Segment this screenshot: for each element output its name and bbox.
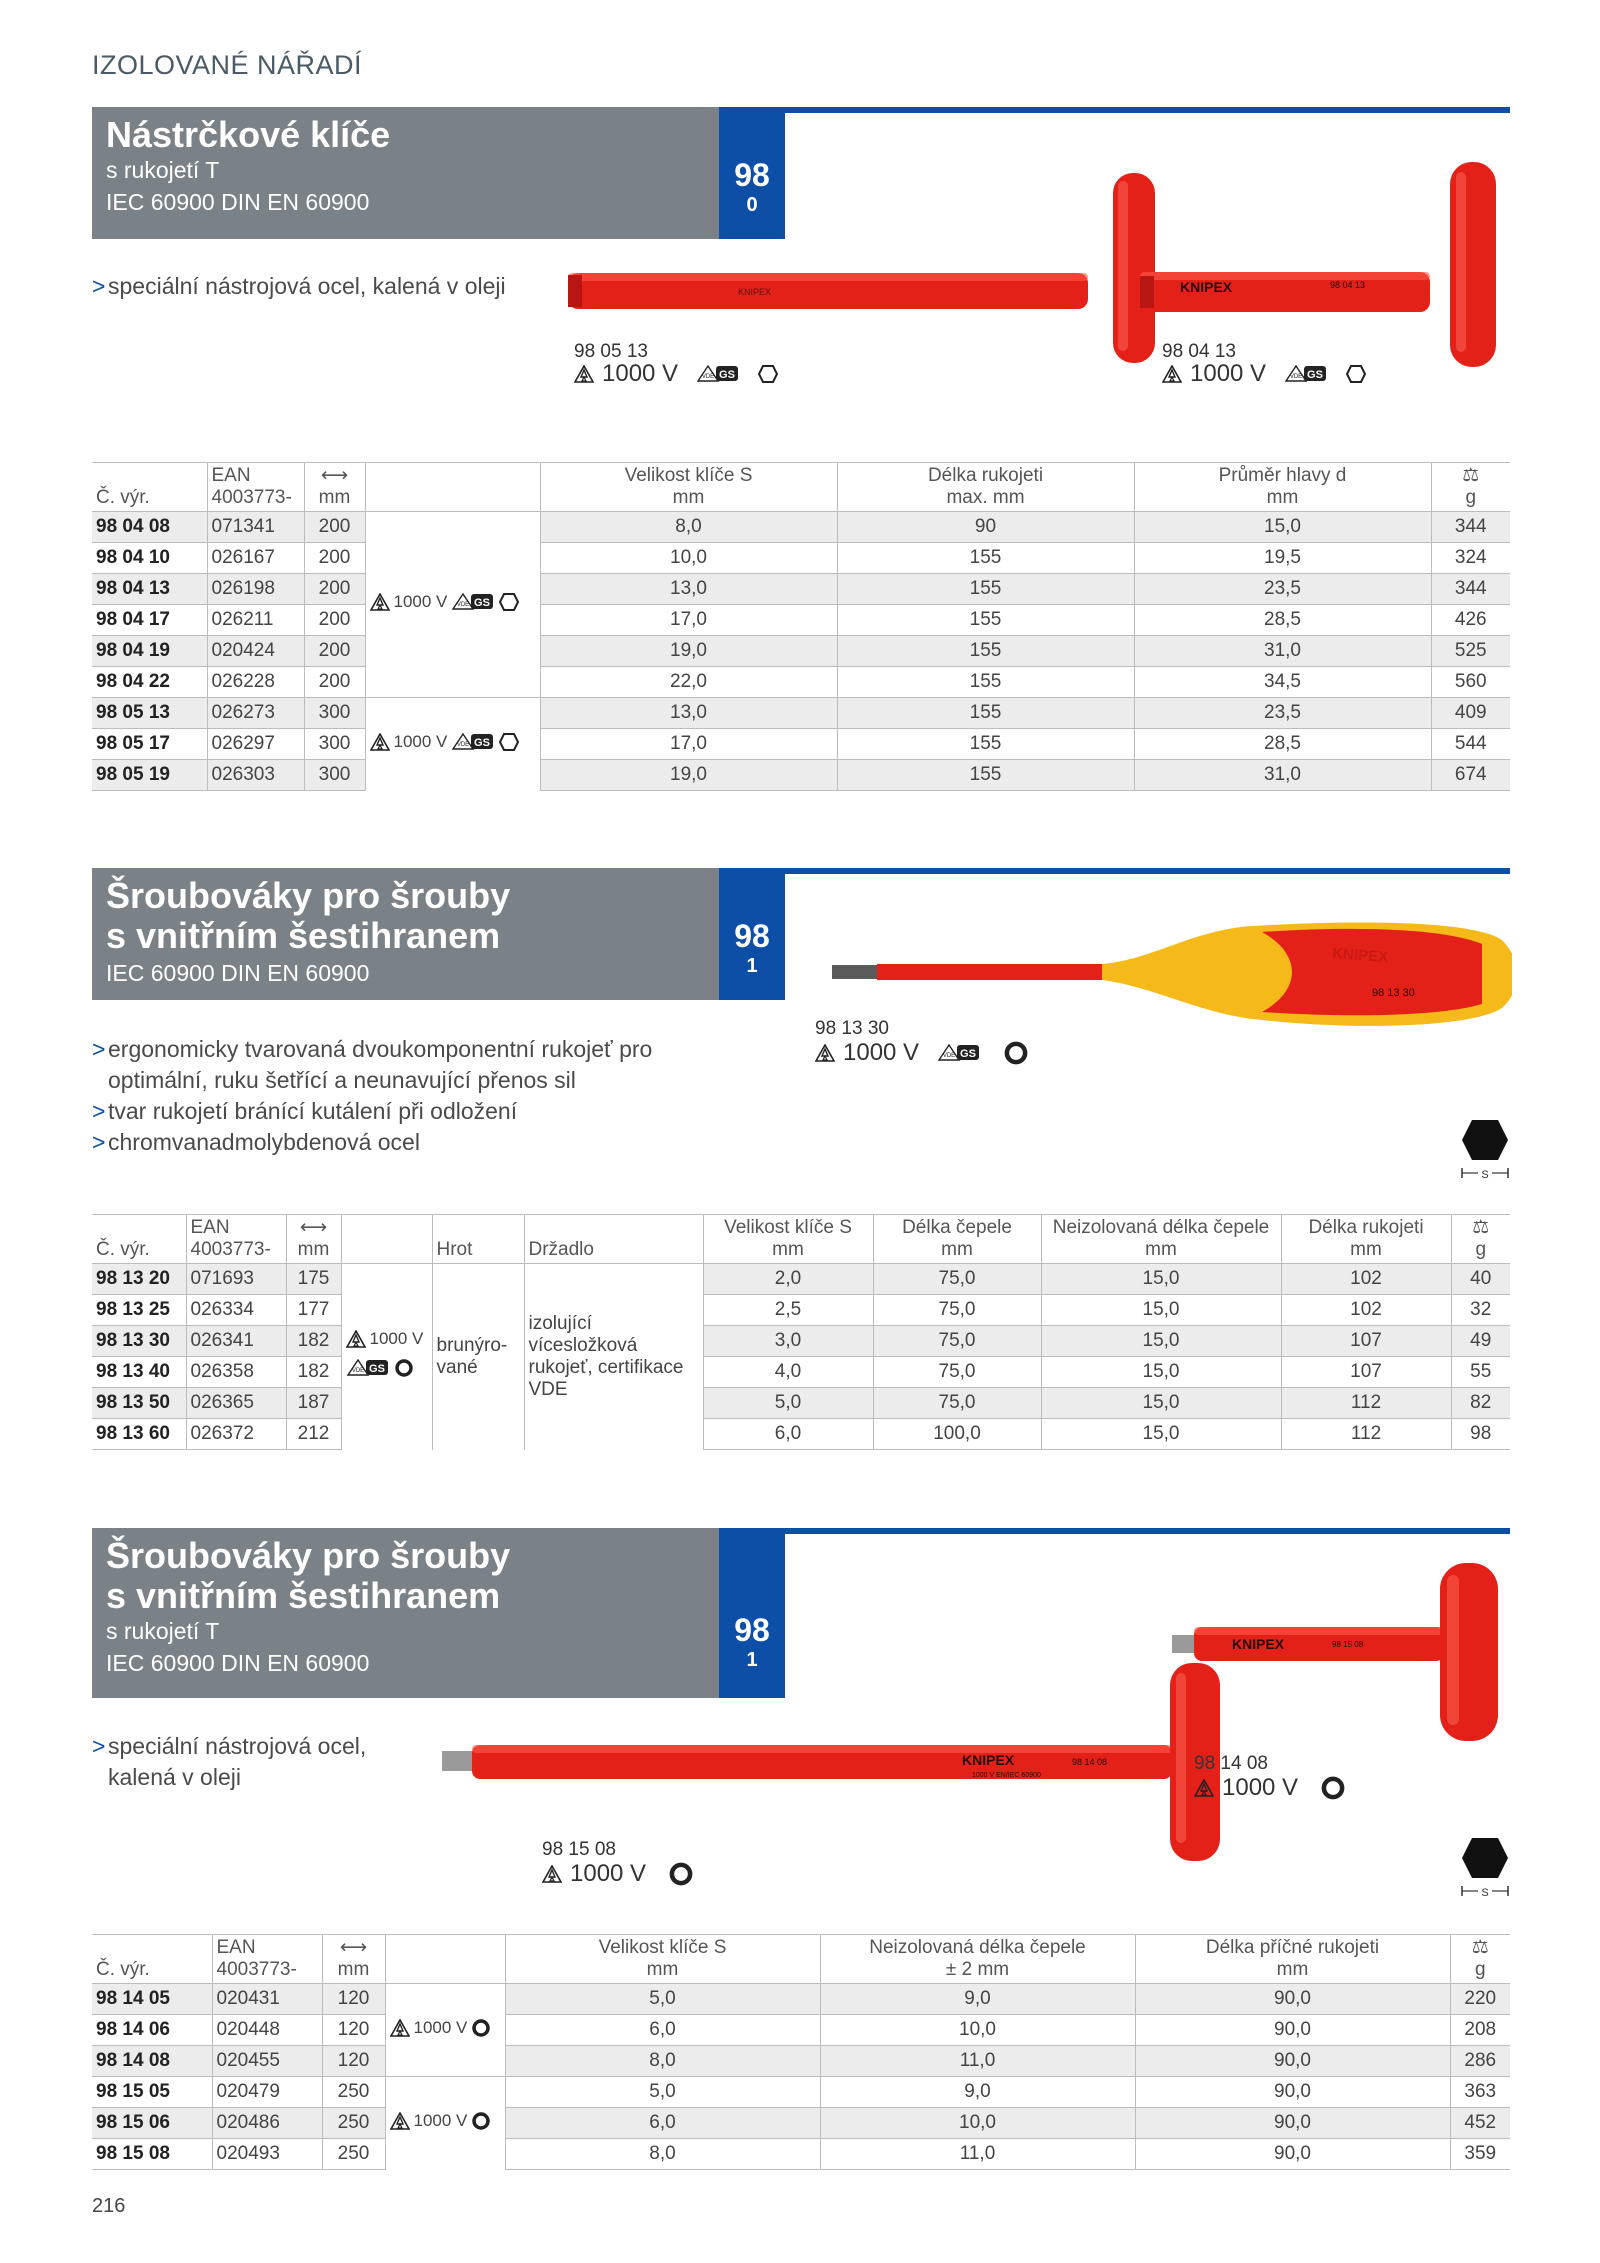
section-title-line2: s vnitřním šestihranem [106, 915, 501, 956]
tool-code: 98 15 08 [542, 1839, 616, 1860]
table-row: 98 15 06 020486 250 6,0 10,0 90,0 452 [92, 2108, 1510, 2139]
table-row: 98 13 30 026341 182 3,0 75,0 15,0 107 49 [92, 1326, 1510, 1357]
brand-mark: KNIPEX [1180, 279, 1233, 295]
col-handle-length: Délka rukojeti max. mm [837, 463, 1134, 512]
hex-nut-icon [499, 592, 519, 612]
feature-item: > speciální nástrojová ocel, kalená v oleji [92, 271, 506, 302]
table-row: 98 13 50 026365 187 5,0 75,0 15,0 112 82 [92, 1388, 1510, 1419]
brand-mark: KNIPEX [962, 1752, 1015, 1768]
col-handle-length: Délka rukojeti mm [1281, 1215, 1451, 1264]
col-ean: EAN 4003773- [212, 1935, 322, 1984]
warning-triangle-icon [574, 365, 594, 383]
section-standards: IEC 60900 DIN EN 60900 [106, 960, 370, 986]
col-blade-length: Délka čepele mm [873, 1215, 1041, 1264]
group-number: 98 [734, 918, 770, 954]
brand-mark-code: 98 04 13 [1330, 280, 1366, 290]
header-rule [785, 868, 1510, 874]
voltage-label: 1000 V [843, 1039, 920, 1066]
hex-nut-icon [499, 732, 519, 752]
warning-triangle-icon [390, 2019, 410, 2037]
t-handle-screwdriver-long-image [442, 1663, 1222, 1863]
hex-nut-icon [1346, 364, 1366, 384]
warning-triangle-icon [370, 593, 390, 611]
table-row: 98 04 08 071341 200 1000 V 8,0 90 15,0 344 [92, 512, 1510, 543]
ring-icon [1003, 1040, 1029, 1066]
voltage-label: 1000 V [1222, 1774, 1299, 1801]
certification-symbols: 1000 V [385, 1984, 505, 2077]
section-hex-screwdrivers [92, 868, 1510, 1468]
hex-nut-icon [758, 364, 778, 384]
col-tip: Hrot [432, 1215, 524, 1264]
header-rule [785, 107, 1510, 113]
svg-text:S: S [1481, 1169, 1489, 1180]
group-number: 98 [734, 157, 770, 193]
col-handle: Držadlo [524, 1215, 703, 1264]
col-size: Velikost klíče S mm [703, 1215, 873, 1264]
warning-triangle-icon [1162, 365, 1182, 383]
warning-triangle-icon [390, 2112, 410, 2130]
section-subtitle: s rukojetí T [106, 1618, 220, 1644]
vde-gs-icon [1284, 364, 1328, 384]
group-number: 98 [734, 1612, 770, 1648]
vde-gs-icon [937, 1043, 981, 1063]
table-row: 98 15 05 020479 250 1000 V 5,0 9,0 90,0 363 [92, 2077, 1510, 2108]
group-badge [719, 868, 785, 1000]
brand-mark-code: 98 15 08 [1332, 1640, 1364, 1649]
warning-triangle-icon [815, 1044, 835, 1062]
hex-key-size-icon [1460, 1836, 1510, 1898]
feature-item: > speciální nástrojová ocel, kalená v oleji [92, 1731, 366, 1793]
col-symbols [385, 1935, 505, 1984]
ring-icon [394, 1358, 414, 1378]
table-row: 98 05 17 026297 300 17,0 155 28,5 544 [92, 729, 1510, 760]
page-number: 216 [92, 2195, 126, 2217]
warning-triangle-icon [1194, 1779, 1214, 1797]
t-handle-screwdriver-short-image [1172, 1563, 1512, 1743]
warning-triangle-icon [542, 1865, 562, 1883]
section-subtitle: s rukojetí T [106, 157, 220, 183]
tool-code: 98 05 13 [574, 341, 648, 362]
col-art: Č. výr. [92, 463, 207, 512]
spec-table [92, 1934, 1510, 2170]
feature-list [92, 1731, 366, 1793]
scale-icon: ⚖ [1471, 1937, 1489, 1958]
col-uninsulated-length: Neizolovaná délka čepele ± 2 mm [820, 1935, 1135, 1984]
table-row: 98 13 20 071693 175 1000 V brunýro-vané izolující vícesložková rukojeť, certifikace VDE 2,0 75,0 15,0 102 40 [92, 1264, 1510, 1295]
tool-caption [542, 1839, 694, 1887]
table-row: 98 04 19 020424 200 19,0 155 31,0 525 [92, 636, 1510, 667]
col-weight: ⚖ g [1451, 1215, 1510, 1264]
brand-mark-code: 98 14 08 [1072, 1757, 1108, 1767]
certification-symbols: 1000 V [365, 512, 540, 698]
section-header [92, 868, 719, 1000]
section-standards: IEC 60900 DIN EN 60900 [106, 189, 370, 215]
tool-code: 98 13 30 [815, 1018, 889, 1039]
col-length: ⟷ mm [286, 1215, 341, 1264]
table-row: 98 05 13 026273 300 1000 V 13,0 155 23,5 409 [92, 698, 1510, 729]
feature-item: > tvar rukojetí bránící kutálení při odložení [92, 1096, 652, 1127]
table-row: 98 13 60 026372 212 6,0 100,0 15,0 112 98 [92, 1419, 1510, 1450]
table-row: 98 13 40 026358 182 4,0 75,0 15,0 107 55 [92, 1357, 1510, 1388]
col-weight: ⚖ g [1431, 463, 1510, 512]
table-row: 98 05 19 026303 300 19,0 155 31,0 674 [92, 760, 1510, 791]
tool-caption [815, 1018, 1029, 1066]
scale-icon: ⚖ [1472, 1217, 1490, 1238]
tip-finish: brunýro-vané [432, 1264, 524, 1450]
voltage-label: 1000 V [570, 1860, 647, 1887]
col-head-diameter: Průměr hlavy d mm [1134, 463, 1431, 512]
voltage-label: 1000 V [602, 360, 679, 387]
table-row: 98 15 08 020493 250 8,0 11,0 90,0 359 [92, 2139, 1510, 2170]
table-row: 98 04 22 026228 200 22,0 155 34,5 560 [92, 667, 1510, 698]
warning-triangle-icon [370, 733, 390, 751]
ring-icon [668, 1861, 694, 1887]
vde-gs-icon [451, 592, 495, 612]
col-uninsulated-length: Neizolovaná délka čepele mm [1041, 1215, 1281, 1264]
vde-gs-icon [451, 732, 495, 752]
table-row: 98 13 25 026334 177 2,5 75,0 15,0 102 32 [92, 1295, 1510, 1326]
col-ean: EAN 4003773- [186, 1215, 286, 1264]
vde-gs-icon [696, 364, 740, 384]
spec-table [92, 462, 1510, 791]
col-weight: ⚖ g [1450, 1935, 1510, 1984]
col-size: Velikost klíče S mm [505, 1935, 820, 1984]
scale-icon: ⚖ [1462, 465, 1480, 486]
screwdriver-image [832, 920, 1512, 1030]
feature-item: > chromvanadmolybdenová ocel [92, 1127, 652, 1158]
tool-code: 98 14 08 [1194, 1753, 1268, 1774]
hex-key-size-icon [1460, 1118, 1510, 1180]
warning-triangle-icon [346, 1330, 366, 1348]
brand-mark: KNIPEX [1331, 945, 1389, 966]
feature-item: > ergonomicky tvarovaná dvoukomponentní rukojeť pro optimální, ruku šetřící a neunavující přenos sil [92, 1034, 652, 1096]
col-symbols [341, 1215, 432, 1264]
table-row: 98 04 13 026198 200 13,0 155 23,5 344 [92, 574, 1510, 605]
certification-symbols: 1000 V [365, 698, 540, 791]
ring-icon [471, 2111, 491, 2131]
col-art: Č. výr. [92, 1215, 186, 1264]
col-length: ⟷ mm [322, 1935, 385, 1984]
certification-symbols: 1000 V [385, 2077, 505, 2170]
col-size: Velikost klíče S mm [540, 463, 837, 512]
col-cross-handle-length: Délka příčné rukojeti mm [1135, 1935, 1450, 1984]
table-row: 98 04 10 026167 200 10,0 155 19,5 324 [92, 543, 1510, 574]
ring-icon [471, 2018, 491, 2038]
brand-mark-standard: 1000 V EN/IEC 60900 [972, 1772, 1041, 1779]
brand-mark-code: 98 13 30 [1372, 987, 1415, 999]
tool-code: 98 04 13 [1162, 341, 1236, 362]
col-symbols [365, 463, 540, 512]
voltage-label: 1000 V [1190, 360, 1267, 387]
feature-list [92, 271, 506, 302]
table-row: 98 04 17 026211 200 17,0 155 28,5 426 [92, 605, 1510, 636]
subgroup-number: 0 [746, 194, 758, 216]
handle-description: izolující vícesložková rukojeť, certifikace VDE [524, 1264, 703, 1450]
section-title: Nástrčkové klíče [106, 114, 391, 155]
subgroup-number: 1 [746, 955, 758, 977]
col-art: Č. výr. [92, 1935, 212, 1984]
ring-icon [1320, 1775, 1346, 1801]
feature-list [92, 1034, 652, 1158]
section-title: Šroubováky pro šrouby [106, 1535, 511, 1576]
vde-gs-icon [346, 1358, 390, 1378]
page-category: IZOLOVANÉ NÁŘADÍ [92, 50, 363, 80]
col-ean: EAN 4003773- [207, 463, 304, 512]
section-t-handle-hex-screwdrivers [92, 1528, 1510, 2188]
tool-caption [1194, 1753, 1346, 1801]
subgroup-number: 1 [746, 1649, 758, 1671]
section-standards: IEC 60900 DIN EN 60900 [106, 1650, 370, 1676]
spec-table [92, 1214, 1510, 1450]
tool-caption [574, 341, 778, 385]
tool-caption [1162, 341, 1366, 385]
table-row: 98 14 05 020431 120 1000 V 5,0 9,0 90,0 220 [92, 1984, 1510, 2015]
certification-symbols: 1000 V [341, 1264, 432, 1450]
svg-text:S: S [1481, 1887, 1489, 1898]
section-socket-wrenches [92, 107, 1510, 807]
col-length: ⟷ mm [304, 463, 365, 512]
table-row: 98 14 08 020455 120 8,0 11,0 90,0 286 [92, 2046, 1510, 2077]
header-rule [785, 1528, 1510, 1534]
brand-mark: KNIPEX [738, 287, 772, 297]
section-title: Šroubováky pro šrouby [106, 875, 511, 916]
brand-mark: KNIPEX [1232, 1636, 1285, 1652]
table-row: 98 14 06 020448 120 6,0 10,0 90,0 208 [92, 2015, 1510, 2046]
section-title-line2: s vnitřním šestihranem [106, 1575, 501, 1616]
